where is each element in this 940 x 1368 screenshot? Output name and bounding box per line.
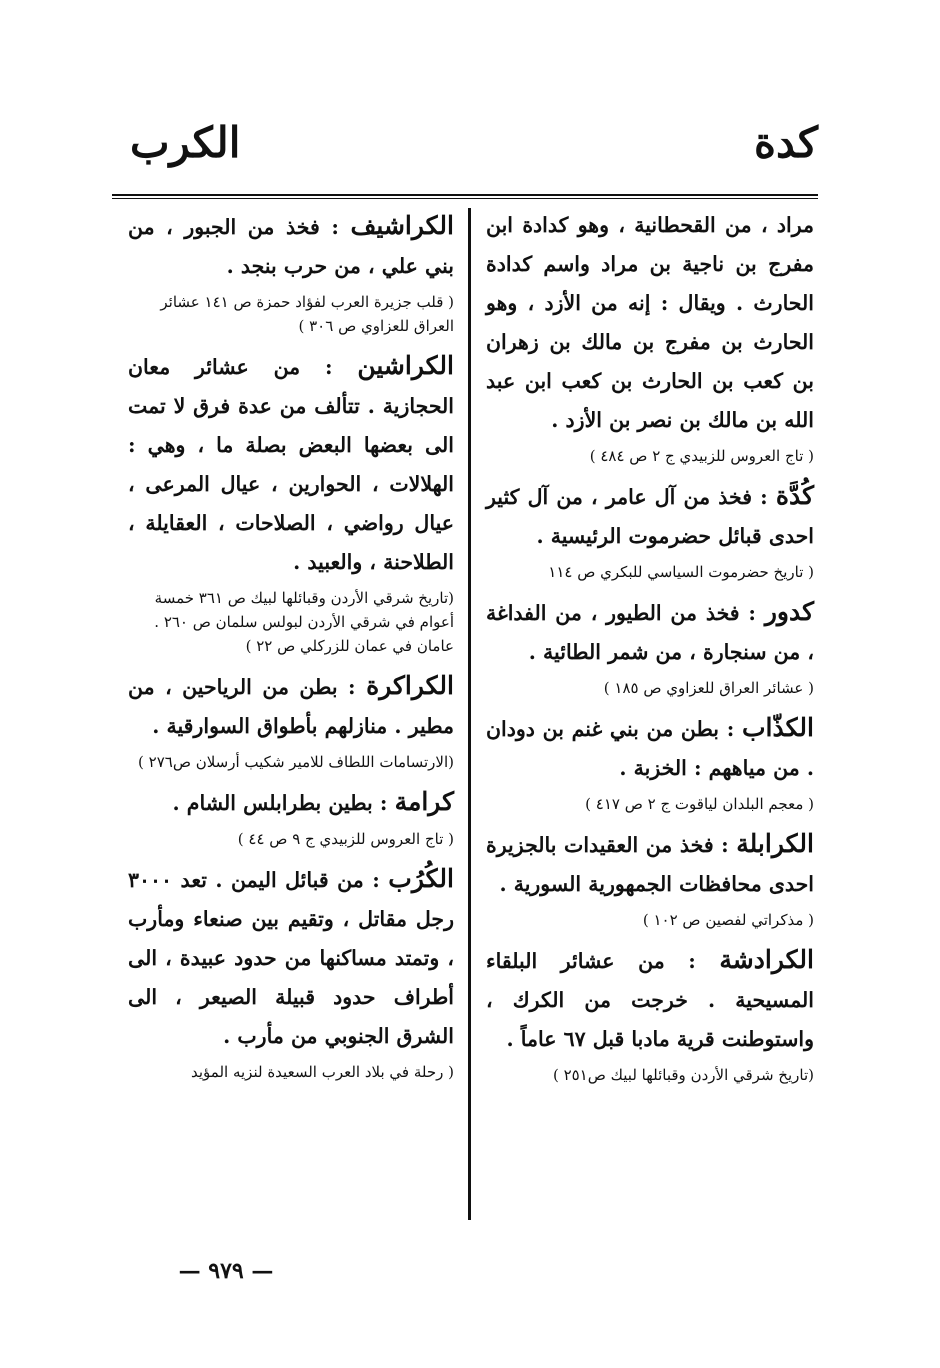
right-column (486, 206, 814, 1095)
entry-source: ( تاريخ حضرموت السياسي للبكري ص ١١٤ (548, 563, 814, 581)
entry-text: : فخذ من الجبور ، من بني علي ، من حرب بنجد . (128, 215, 454, 278)
entry-text: : بطن من الرياحين ، من مطير . منازلهم بأطواق السوارقية . (128, 675, 454, 738)
entry-source: (الارتسامات اللطاف للامير شكيب أرسلان ص٢٧٦ ) (138, 753, 454, 771)
entry-kadur (486, 592, 814, 700)
entry-term: كُدَّة (775, 481, 814, 510)
entry-text: : فخذ من آل عامر ، من آل كثير احدى قبائل حضرموت الرئيسية . (486, 485, 814, 548)
entry-source: ( معجم البلدان لياقوت ج ٢ ص ٤١٧ ) (585, 795, 814, 813)
entry-continuation (486, 206, 814, 468)
entry-source: ( تاج العروس للزبيدي ج ٩ ص ٤٤ ) (237, 830, 454, 848)
entry-alkaradisha (486, 940, 814, 1087)
entry-text: مراد ، من القحطانية ، وهو كدادة ابن مفرج بن ناجية بن مراد واسم كدادة الحارث . ويقال : إنه من الأزد ، وهو الحارث بن مفرج بن مالك بن زهران بن كعب بن الحارث بن كعب ابن عبد الله بن مالك بن نصر بن الأزد . (486, 213, 814, 432)
entry-source: ( عشائر العراق للعزاوي ص ١٨٥ ) (603, 679, 814, 697)
column-divider (468, 208, 471, 1220)
entry-term: الكراشيف (350, 211, 454, 240)
entry-text: : بطن من بني غنم بن دودان . من مياههم : الخزبة . (486, 717, 814, 780)
entry-source: (تاريخ شرقي الأردن وقبائلها لبيك ص ٣٦١ خمسة أعوام في شرقي الأردن لبولس سلمان ص ٢٦٠ . عامان في عمان للزركلي ص ٢٢ ) (154, 589, 454, 655)
entry-term: الكرادشة (719, 945, 814, 974)
page-number: — ٩٧٩ — (178, 1258, 274, 1284)
left-column (128, 206, 454, 1092)
entry-term: كدور (764, 597, 814, 626)
entry-term: الكراكرة (366, 671, 454, 700)
entry-text: : فخذ من الطيور ، من الفداغة ، من سنجارة ، من شمر الطائية . (486, 601, 814, 664)
entry-text: : من عشائر معان الحجازية . تتألف من عدة فرق لا تمت الى بعضها البعض بصلة ما ، وهي : الهلالات ، الحوارين ، عيال المرعى ، عيال رواضي ، الصلاحات ، العقايلة ، الطلاحنة ، والعبيد . (128, 355, 454, 574)
entry-term: الكذّاب (742, 713, 814, 742)
entry-text: : من قبائل اليمن . تعد ٣٠٠٠ رجل مقاتل ، وتقيم بين صنعاء ومأرب ، وتمتد مساكنها من حدود عبيدة ، الى أطراف حدود قبيلة الصيعر ، الى الشرق الجنوبي من مأرب . (128, 868, 454, 1048)
entry-source: ( تاج العروس للزبيدي ج ٢ ص ٤٨٤ ) (589, 447, 814, 465)
entry-source: ( رحلة في بلاد العرب السعيدة لنزيه المؤيد (190, 1063, 454, 1081)
entry-term: الكُرُب (388, 864, 454, 893)
header-word-left: الكرب (130, 118, 241, 167)
entry-kudda (486, 476, 814, 584)
header-rule (112, 194, 818, 199)
entry-alkarashif (128, 206, 454, 338)
entry-alkarashin (128, 346, 454, 658)
header-word-right: كدة (753, 118, 818, 167)
entry-alkadhab (486, 708, 814, 816)
entry-text: : فخذ من العقيدات بالجزيرة احدى محافظات الجمهورية السورية . (486, 833, 814, 896)
entry-term: كرامة (394, 787, 454, 816)
entry-alkurub (128, 859, 454, 1084)
entry-text: : من عشائر البلقاء المسيحية . خرجت من الكرك ، واستوطنت قرية مادبا قبل ٦٧ عاماً . (486, 949, 814, 1051)
entry-source: (تاريخ شرقي الأردن وقبائلها لبيك ص٢٥١ ) (552, 1066, 814, 1084)
entry-term: الكرابلة (736, 829, 814, 858)
entry-source: ( مذكراتي لفصين ص ١٠٢ ) (642, 911, 814, 929)
entry-term: الكراشين (357, 351, 454, 380)
entry-alkarakira (128, 666, 454, 774)
entry-alkarabila (486, 824, 814, 932)
entry-source: ( قلب جزيرة العرب لفؤاد حمزة ص ١٤١ عشائر العراق للعزاوي ص ٣٠٦ ) (160, 293, 454, 335)
entry-karama (128, 782, 454, 851)
entry-text: : بطين بطرابلس الشام . (172, 791, 395, 815)
